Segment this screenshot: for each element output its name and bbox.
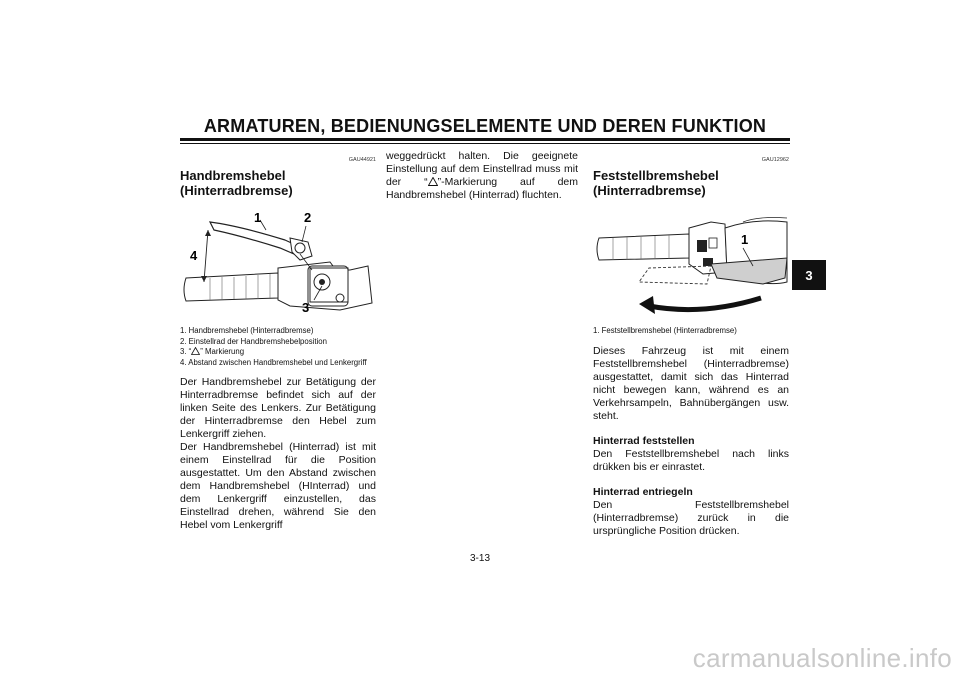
caption-item-1: 1. Feststellbremshebel (Hinterradbremse) bbox=[593, 326, 737, 335]
parking-brake-figure bbox=[593, 208, 789, 318]
body-paragraph: weggedrückt halten. Die geeignete Einstellung auf dem Einstellrad muss mit der “ ”-Markierung auf dem Handbremshebel (Hinterrad) fluchten. bbox=[386, 150, 579, 201]
body-paragraph: Der Handbremshebel (Hinterrad) ist mit einem Einstellrad für die Position ausgestattet. Um den Abstand zwischen dem Handbremshebel (HInterrad) und dem Lenkergriff einzustellen, das Einstellrad drehen, während Sie den Hebel vom Lenkergriff bbox=[180, 441, 376, 531]
warning-triangle-icon bbox=[191, 347, 200, 355]
figure-callout-3: 3 bbox=[302, 300, 310, 315]
header-rule-thin bbox=[180, 143, 790, 144]
section-code: GAU12962 bbox=[761, 157, 789, 163]
header-rule-thick bbox=[180, 138, 790, 141]
watermark-link[interactable]: carmanualsonline.info bbox=[692, 643, 952, 673]
caption-item-3: 3. “ ” Markierung bbox=[180, 347, 245, 356]
page-header-title: ARMATUREN, BEDIENUNGSELEMENTE UND DEREN FUNKTION bbox=[203, 116, 767, 136]
caption-item-1: 1. Handbremshebel (Hinterradbremse) bbox=[180, 326, 314, 335]
sub-heading: Hinterrad entriegeln bbox=[593, 485, 693, 498]
body-paragraph: Den Feststellbremshebel (Hinterradbremse) zurück in die ursprüngliche Position drücken. bbox=[593, 498, 789, 537]
body-paragraph: Dieses Fahrzeug ist mit einem Feststellbremshebel (Hinterradbremse) ausgestattet, damit sich das Hinterrad nicht bewegen kann, während es an Verkehrsampeln, Bahnübergängen usw. steht. bbox=[593, 344, 789, 422]
body-paragraph: Den Feststellbremshebel nach links drükken bis er einrastet. bbox=[593, 447, 789, 473]
caption-item-4: 4. Abstand zwischen Handbremshebel und Lenkergriff bbox=[180, 357, 367, 367]
section-title-line2: (Hinterradbremse) bbox=[593, 183, 706, 198]
section-title-line1: Feststellbremshebel bbox=[593, 168, 719, 183]
chapter-tab[interactable]: 3 bbox=[792, 260, 826, 290]
body-paragraph: Der Handbremshebel zur Betätigung der Hinterradbremse befindet sich auf der linken Seite des Lenkers. Zur Betätigung der Hinterradbremse den Hebel zum Lenkergriff ziehen. bbox=[180, 376, 376, 440]
section-title-line1: Handbremshebel bbox=[180, 168, 286, 183]
figure-callout-1: 1 bbox=[741, 232, 749, 247]
section-code: GAU44921 bbox=[348, 157, 376, 163]
caption-item-2: 2. Einstellrad der Handbremshebelposition bbox=[180, 336, 327, 346]
section-title-line2: (Hinterradbremse) bbox=[180, 183, 293, 198]
brake-lever-figure bbox=[180, 208, 376, 318]
figure-callout-4: 4 bbox=[190, 248, 198, 263]
figure-callout-2: 2 bbox=[304, 210, 312, 225]
figure-caption-list bbox=[593, 326, 789, 337]
warning-triangle-icon bbox=[428, 177, 438, 186]
section-title bbox=[593, 168, 789, 198]
middle-column bbox=[386, 150, 578, 202]
sub-heading: Hinterrad feststellen bbox=[593, 434, 695, 447]
figure-caption-list bbox=[180, 326, 376, 368]
section-title bbox=[180, 168, 376, 198]
page-number: 3-13 bbox=[469, 553, 490, 564]
figure-callout-1: 1 bbox=[254, 210, 262, 225]
right-column bbox=[593, 150, 789, 538]
left-column bbox=[180, 150, 376, 532]
